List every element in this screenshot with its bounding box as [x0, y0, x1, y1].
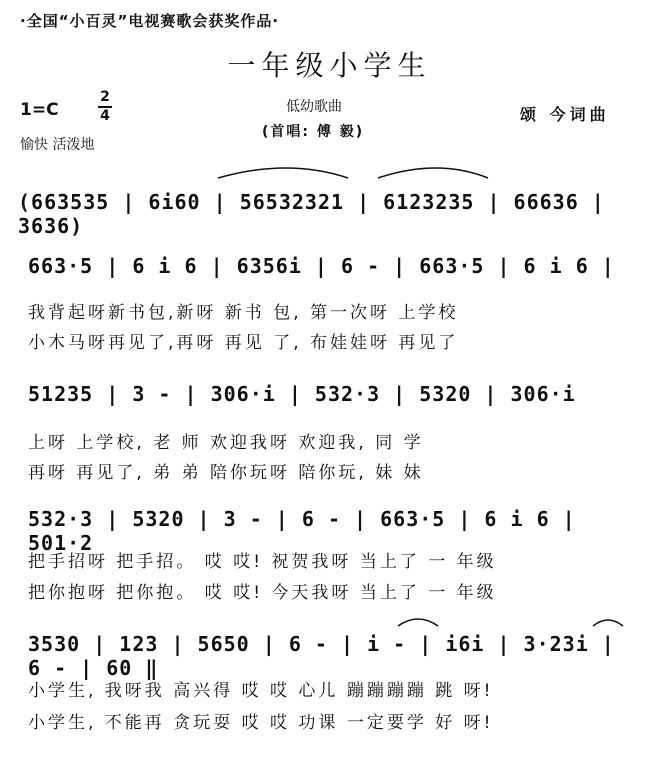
- line1-lyric-verse1: 我背起呀新书包,新呀 新书 包, 第一次呀 上学校: [28, 303, 459, 323]
- lyricist-composer: 颂 今词曲: [520, 105, 610, 124]
- line4-lyric-verse2: 小学生, 不能再 贪玩耍 哎 哎 功课 一定要学 好 呀!: [28, 713, 494, 733]
- line2-lyric-verse2: 再呀 再见了, 弟 弟 陪你玩呀 陪你玩, 妹 妹: [28, 463, 424, 483]
- line3-lyric-verse1: 把手招呀 把手招。 哎 哎! 祝贺我呀 当上了 一 年级: [28, 552, 497, 572]
- first-singer: (首唱: 傅 毅): [262, 124, 365, 140]
- line4-lyric-verse1: 小学生, 我呀我 高兴得 哎 哎 心儿 蹦蹦蹦蹦 跳 呀!: [28, 681, 494, 701]
- staff-line-2: [18, 362, 634, 407]
- line2-lyric-verse1: 上呀 上学校, 老 师 欢迎我呀 欢迎我, 同 学: [28, 433, 424, 453]
- award-caption: ·全国“小百灵”电视赛歌会获奖作品·: [20, 12, 280, 30]
- line3-lyric-verse2: 把你抱呀 把你抱。 哎 哎! 今天我呀 当上了 一 年级: [28, 583, 497, 603]
- staff-line-3: [18, 495, 634, 555]
- line2-notes: 51235 | 3 - | 306·i | 532·3 | 5320 | 306·i: [28, 382, 576, 406]
- expression-mark: 愉快 活泼地: [20, 137, 95, 153]
- time-signature: [95, 90, 115, 124]
- intro-notes: (663535 | 6i60 | 56532321 | 6123235 | 66636 | 3636): [18, 190, 605, 238]
- line1-lyric-verse2: 小木马呀再见了,再呀 再见 了, 布娃娃呀 再见了: [28, 333, 459, 353]
- staff-intro: [18, 150, 634, 238]
- meter-bottom: 4: [100, 108, 110, 124]
- staff-line-4: [18, 610, 634, 680]
- song-title: 一年级小学生: [227, 49, 432, 82]
- line3-notes: 532·3 | 5320 | 3 - | 6 - | 663·5 | 6 i 6 | 501·2: [28, 507, 576, 555]
- meter-top: 2: [100, 89, 110, 105]
- line4-slurs: [18, 610, 634, 630]
- song-genre: 低幼歌曲: [286, 99, 342, 115]
- staff-line-1: [18, 240, 634, 285]
- line1-notes: 663·5 | 6 i 6 | 6356i | 6 - | 663·5 | 6 i 6 |: [28, 254, 615, 278]
- line4-notes: 3530 | 123 | 5650 | 6 - | i - | i6i | 3·23i | 6 - | 60 ‖: [28, 632, 615, 680]
- key-signature: 1=C: [20, 100, 59, 120]
